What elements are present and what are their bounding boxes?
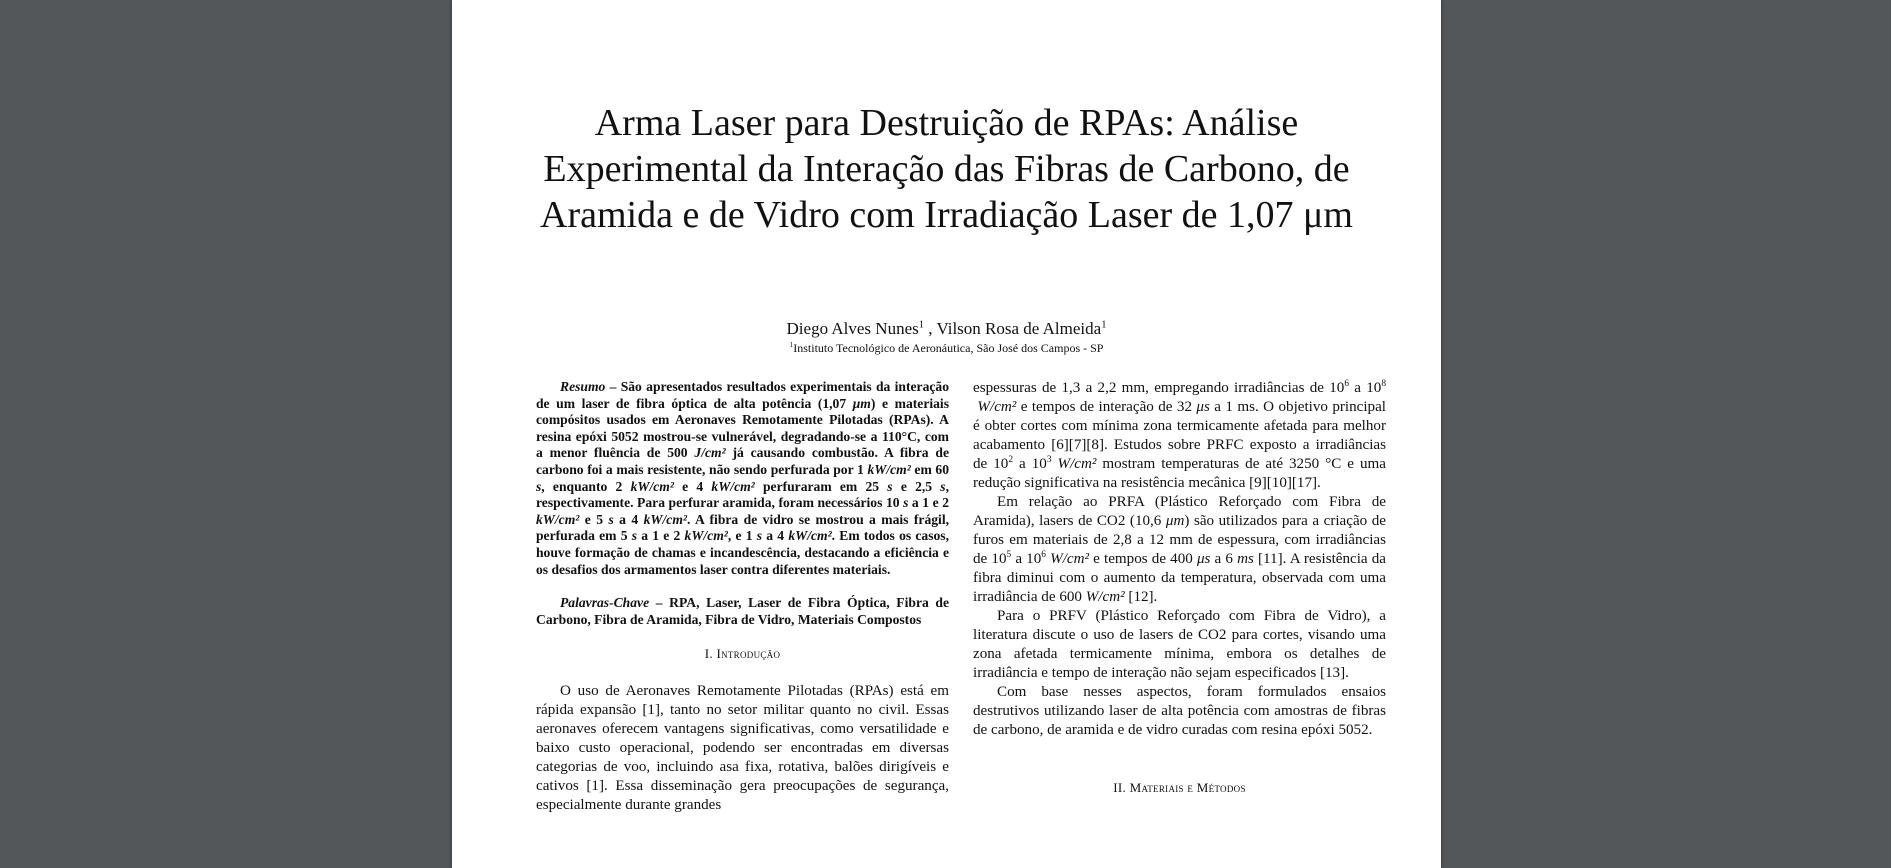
- pdf-page: [452, 0, 1441, 868]
- right-column: [973, 379, 1386, 796]
- affiliation-text: Instituto Tecnológico de Aeronáutica, São José dos Campos - SP: [793, 341, 1104, 355]
- author-affiliation-mark: 1: [918, 319, 925, 331]
- author-separator: ,: [924, 319, 937, 338]
- section-heading-methods: II. Materiais e Métodos: [1113, 780, 1246, 795]
- abstract-lead: Resumo: [560, 379, 606, 394]
- author-affiliation-mark: 1: [1101, 319, 1107, 331]
- body-paragraph: Para o PRFV (Plástico Reforçado com Fibra de Vidro), a literatura discute o uso de lasers de CO2 para cortes, visando uma zona afetada termicamente mínima, embora os detalhes de irradiância e tempo de interação não sejam especificados [13].: [973, 608, 1386, 681]
- affiliation-line: [532, 341, 1361, 356]
- keywords-text: RPA, Laser, Laser de Fibra Óptica, Fibra de Carbono, Fibra de Aramida, Fibra de Vidro, Materiais Compostos: [536, 595, 949, 627]
- keywords: Palavras-Chave – RPA, Laser, Laser de Fibra Óptica, Fibra de Carbono, Fibra de Aramida, Fibra de Vidro, Materiais Compostos: [536, 595, 949, 627]
- left-column: [536, 379, 949, 815]
- keywords-lead: Palavras-Chave: [560, 595, 650, 611]
- paper-title: Arma Laser para Destruição de RPAs: Análise Experimental da Interação das Fibras de Carbono, de Aramida e de Vidro com Irradiação Laser de 1,07 μm: [540, 102, 1353, 236]
- author-line: [532, 319, 1361, 339]
- author-name: Diego Alves Nunes: [786, 319, 919, 338]
- body-paragraph: Com base nesses aspectos, foram formulados ensaios destrutivos utilizando laser de alta potência com amostras de fibras de carbono, de aramida e de vidro curadas com resina epóxi 5052.: [973, 684, 1386, 738]
- abstract: Resumo – São apresentados resultados experimentais da interação de um laser de fibra óptica de alta potência (1,07 μm) e materiais compósitos usados em Aeronaves Remotamente Pilotadas (RPAs). A resina epóxi 5052 mostrou-se vulnerável, degradando-se a 110°C, com a menor fluência de 500 J/cm² já causando combustão. A fibra de carbono foi a mais resistente, não sendo perfurada por 1 kW/cm² em 60 s, enquanto 2 kW/cm² e 4 kW/cm² perfuraram em 25 s e 2,5 s, respectivamente. Para perfurar aramida, foram necessários 10 s a 1 e 2 kW/cm² e 5 s a 4 kW/cm². A fibra de vidro se mostrou a mais frágil, perfurada em 5 s a 1 e 2 kW/cm², e 1 s a 4 kW/cm². Em todos os casos, houve formação de chamas e incandescência, destacando a eficiência e os desafios dos armamentos laser contra diferentes materiais.: [536, 379, 949, 577]
- affiliation-mark: 1: [789, 340, 794, 349]
- body-paragraph: espessuras de 1,3 a 2,2 mm, empregando irradiâncias de $10^6$ a $10^8$ W/cm² e tempos de interação de 32 μs a 1 ms. O objetivo principal é obter cortes com mínima zona termicamente afetada para melhor acabamento [6][7][8]. Estudos sobre PRFC exposto a irradiâncias de $10^2$ a $10^3$ W/cm² mostram temperaturas de até 3250 °C e uma redução significativa na resistência mecânica [9][10][17].: [973, 378, 1387, 491]
- intro-paragraph: O uso de Aeronaves Remotamente Pilotadas (RPAs) está em rápida expansão [1], tanto no setor militar quanto no civil. Essas aeronaves oferecem vantagens significativas, como versatilidade e baixo custo operacional, podendo ser encontradas em diversas categorias de voo, incluindo asa fixa, rotativa, balões dirigíveis e cativos [1]. Essa disseminação gera preocupações de segurança, especialmente durante grandes: [536, 683, 949, 814]
- author-name: Vilson Rosa de Almeida: [936, 319, 1102, 338]
- body-paragraph: Em relação ao PRFA (Plástico Reforçado com Fibra de Aramida), lasers de CO2 (10,6 μm) são utilizados para a criação de furos em materiais de 2,8 a 12 mm de espessura, com irradiâncias de $10^5$ a $10^6$ W/cm² e tempos de 400 μs a 6 ms [11]. A resistência da fibra diminui com o aumento da temperatura, observada com uma irradiância de 600 W/cm² [12].: [973, 494, 1386, 605]
- section-heading-introduction: I. Introdução: [704, 646, 781, 662]
